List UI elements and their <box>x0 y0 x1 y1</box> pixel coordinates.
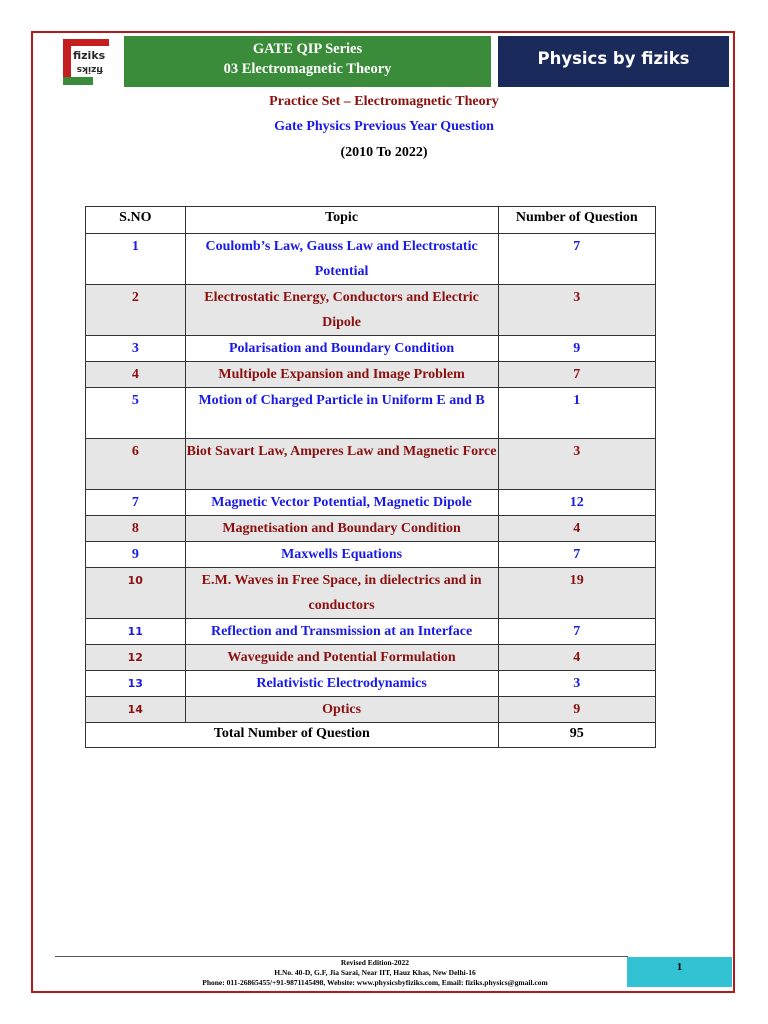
row-sno: 10 <box>86 568 186 619</box>
brand-text: Physics by fiziks <box>537 49 690 68</box>
table-row <box>86 542 656 568</box>
row-count: 7 <box>498 619 655 645</box>
page-number-box <box>627 957 732 987</box>
table-row <box>86 234 656 285</box>
svg-text:fiziks: fiziks <box>76 64 103 74</box>
row-count: 1 <box>498 388 655 439</box>
table-row <box>86 619 656 645</box>
table-row <box>86 671 656 697</box>
row-topic: Waveguide and Potential Formulation <box>185 645 498 671</box>
table-row <box>86 645 656 671</box>
row-topic: Reflection and Transmission at an Interface <box>185 619 498 645</box>
header-sno: S.NO <box>86 207 186 234</box>
row-topic: Maxwells Equations <box>185 542 498 568</box>
year-range: (2010 To 2022) <box>340 145 428 160</box>
table-row <box>86 490 656 516</box>
header-topic: Topic <box>185 207 498 234</box>
row-count: 9 <box>498 697 655 723</box>
row-count: 3 <box>498 671 655 697</box>
footer-address: H.No. 40-D, G.F, Jia Sarai, Near IIT, Hauz Khas, New Delhi-16 <box>274 968 476 977</box>
table-row <box>86 388 656 439</box>
row-sno: 8 <box>86 516 186 542</box>
table-row <box>86 362 656 388</box>
table-row <box>86 336 656 362</box>
row-sno: 9 <box>86 542 186 568</box>
row-topic: Electrostatic Energy, Conductors and Electric Dipole <box>185 285 498 336</box>
header-series-banner <box>124 36 491 87</box>
total-row <box>86 723 656 748</box>
row-count: 3 <box>498 439 655 490</box>
footer-contact: Phone: 011-26865455/+91-9871145498, Website: www.physicsbyfiziks.com, Email: fiziks.physics@gmail.com <box>202 978 548 987</box>
table-row <box>86 439 656 490</box>
row-topic: Multipole Expansion and Image Problem <box>185 362 498 388</box>
row-count: 19 <box>498 568 655 619</box>
table-row <box>86 285 656 336</box>
row-sno: 5 <box>86 388 186 439</box>
fiziks-logo <box>61 37 111 87</box>
row-topic: Optics <box>185 697 498 723</box>
row-count: 7 <box>498 542 655 568</box>
table-row <box>86 516 656 542</box>
row-topic: Motion of Charged Particle in Uniform E and B <box>185 388 498 439</box>
row-count: 4 <box>498 516 655 542</box>
table-row <box>86 697 656 723</box>
row-topic: Magnetisation and Boundary Condition <box>185 516 498 542</box>
row-topic: E.M. Waves in Free Space, in dielectrics and in conductors <box>185 568 498 619</box>
row-count: 7 <box>498 234 655 285</box>
table-row <box>86 568 656 619</box>
row-count: 9 <box>498 336 655 362</box>
series-title: GATE QIP Series <box>252 41 363 57</box>
row-sno: 1 <box>86 234 186 285</box>
brand-banner <box>498 36 729 87</box>
row-sno: 4 <box>86 362 186 388</box>
table-header-row <box>86 207 656 234</box>
row-sno: 13 <box>86 671 186 697</box>
total-label: Total Number of Question <box>86 723 499 748</box>
page-number: 1 <box>676 961 683 973</box>
row-topic: Biot Savart Law, Amperes Law and Magnetic Force <box>185 439 498 490</box>
row-sno: 7 <box>86 490 186 516</box>
footer-edition: Revised Edition-2022 <box>340 958 410 967</box>
row-sno: 2 <box>86 285 186 336</box>
subject-title: 03 Electromagnetic Theory <box>223 61 392 77</box>
row-count: 4 <box>498 645 655 671</box>
row-topic: Relativistic Electrodynamics <box>185 671 498 697</box>
total-value: 95 <box>498 723 655 748</box>
svg-text:fiziks: fiziks <box>73 49 106 62</box>
row-count: 7 <box>498 362 655 388</box>
row-topic: Polarisation and Boundary Condition <box>185 336 498 362</box>
row-sno: 3 <box>86 336 186 362</box>
row-sno: 6 <box>86 439 186 490</box>
row-sno: 11 <box>86 619 186 645</box>
row-count: 3 <box>498 285 655 336</box>
footer-divider <box>55 956 628 957</box>
row-topic: Coulomb’s Law, Gauss Law and Electrostatic Potential <box>185 234 498 285</box>
row-topic: Magnetic Vector Potential, Magnetic Dipole <box>185 490 498 516</box>
topics-table <box>85 206 656 748</box>
row-sno: 14 <box>86 697 186 723</box>
row-count: 12 <box>498 490 655 516</box>
practice-set-title: Practice Set – Electromagnetic Theory <box>269 94 499 109</box>
row-sno: 12 <box>86 645 186 671</box>
subtitle: Gate Physics Previous Year Question <box>274 119 494 134</box>
header-count: Number of Question <box>498 207 655 234</box>
